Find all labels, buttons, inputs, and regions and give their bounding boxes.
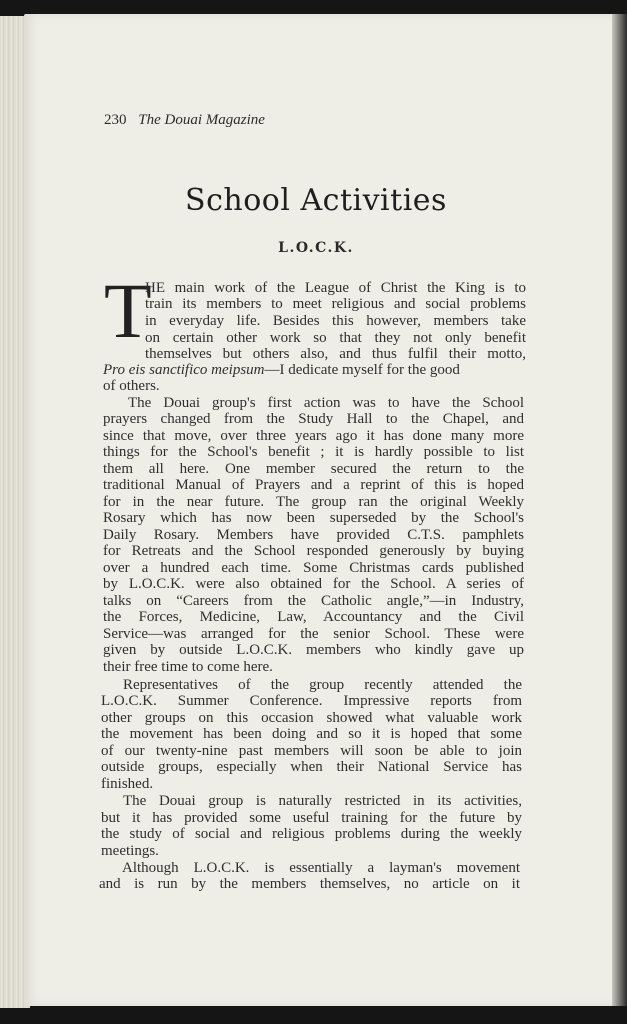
- body-line: The Douai group is naturally restricted in its activities,: [123, 793, 522, 809]
- body-line: given by outside L.O.C.K. members who kindly gave up: [103, 642, 524, 658]
- body-line: meetings.: [101, 843, 159, 859]
- body-line: Daily Rosary. Members have provided C.T.S. pamphlets: [103, 527, 524, 543]
- body-line: of our twenty-nine past members will soon be able to join: [101, 743, 522, 759]
- body-line: by L.O.C.K. were also obtained for the School. A series of: [103, 576, 524, 592]
- body-line: but it has provided some useful training for the future by: [101, 810, 522, 826]
- body-line: Representatives of the group recently attended the: [123, 677, 522, 693]
- body-line: the Forces, Medicine, Law, Accountancy and the Civil: [103, 609, 524, 625]
- body-line: in everyday life. Besides this however, members take: [145, 313, 526, 329]
- body-line: outside groups, especially when their National Service has: [101, 759, 522, 775]
- body-line: prayers changed from the Study Hall to the Chapel, and: [103, 411, 524, 427]
- body-line: traditional Manual of Prayers and a reprint of this is hoped: [103, 477, 524, 493]
- body-line-motto: [103, 362, 460, 378]
- body-line: for in the near future. The group ran the original Weekly: [103, 494, 524, 510]
- body-line: other groups on this occasion showed what valuable work: [101, 710, 522, 726]
- body-line: over a hundred each time. Some Christmas cards published: [103, 560, 524, 576]
- body-line: train its members to meet religious and social problems: [145, 296, 526, 312]
- page-number: 230: [104, 112, 127, 128]
- body-line: Rosary which has now been superseded by the School's: [103, 510, 524, 526]
- body-line: of others.: [103, 378, 160, 394]
- body-line: and is run by the members themselves, no article on it: [99, 876, 520, 892]
- magazine-title: The Douai Magazine: [138, 112, 265, 128]
- gutter-shadow: [612, 14, 627, 1006]
- body-line: the study of social and religious problems during the weekly: [101, 826, 522, 842]
- body-line: things for the School's benefit ; it is hardly possible to list: [103, 444, 524, 460]
- body-line: talks on “Careers from the Catholic angle,”—in Industry,: [103, 593, 524, 609]
- article-subtitle: L.O.C.K.: [278, 240, 354, 256]
- drop-cap: T: [104, 267, 152, 354]
- body-line: Although L.O.C.K. is essentially a layman's movement: [122, 860, 520, 876]
- body-line: on certain other work so that they not only benefit: [145, 330, 526, 346]
- motto-translation: —I dedicate myself for the good: [264, 362, 460, 378]
- article-title: School Activities: [185, 183, 447, 218]
- body-line: finished.: [101, 776, 154, 792]
- body-line: them all here. One member secured the return to the: [103, 461, 524, 477]
- body-line: L.O.C.K. Summer Conference. Impressive reports from: [101, 693, 522, 709]
- body-line: themselves but others also, and thus fulfil their motto,: [145, 346, 526, 362]
- body-line: HE main work of the League of Christ the King is to: [145, 280, 526, 296]
- body-line: The Douai group's first action was to have the School: [128, 395, 524, 411]
- body-line: since that move, over three years ago it has done many more: [103, 428, 524, 444]
- body-line: the movement has been doing and so it is hoped that some: [101, 726, 522, 742]
- body-line: for Retreats and the School responded generously by buying: [103, 543, 524, 559]
- motto-latin: Pro eis sanctifico meipsum: [103, 362, 265, 378]
- body-line: their free time to come here.: [103, 659, 273, 675]
- running-head: [104, 112, 265, 129]
- body-line: Service—was arranged for the senior School. These were: [103, 626, 524, 642]
